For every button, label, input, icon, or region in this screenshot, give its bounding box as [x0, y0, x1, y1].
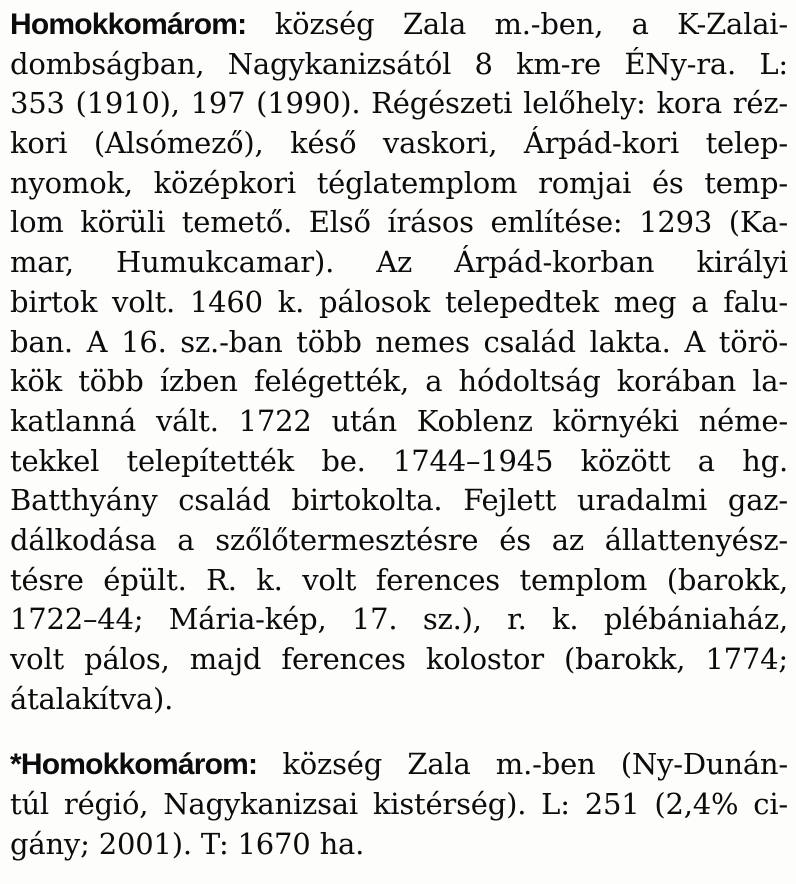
text-line: *Homokkomárom: község Zala m.-ben (Ny-Dunán-	[10, 747, 788, 782]
text-line: gány; 2001). T: 1670 ha.	[10, 826, 365, 861]
entry-headword: Homokkomárom:	[10, 8, 247, 41]
text-line: átalakítva).	[10, 681, 174, 716]
entries-container	[10, 5, 788, 864]
text-line: tekkel telepítették be. 1744–1945 között a hg.	[10, 443, 788, 478]
text-line: lom körüli temető. Első írásos említése: 1293 (Ka-	[10, 205, 788, 240]
text-line: volt pálos, majd ferences kolostor (barokk, 1774;	[10, 642, 788, 676]
text-line: Homokkomárom: község Zala m.-ben, a K-Zalai-	[10, 7, 788, 41]
text-line: birtok volt. 1460 k. pálosok telepedtek meg a falu-	[10, 284, 788, 319]
text-line: túl régió, Nagykanizsai kistérség). L: 251 (2,4% ci-	[10, 787, 788, 822]
text-line: nyomok, középkori téglatemplom romjai és temp-	[10, 165, 788, 200]
lexicon-entry	[10, 745, 788, 864]
text-line: dombságban, Nagykanizsától 8 km-re ÉNy-ra. L:	[10, 46, 788, 81]
text-line: ban. A 16. sz.-ban több nemes család lakta. A törö-	[10, 324, 788, 359]
text-line: tésre épült. R. k. volt ferences templom (barokk,	[10, 562, 788, 597]
text-line: katlanná vált. 1722 után Koblenz környéki néme-	[10, 403, 788, 438]
text-line: kori (Alsómező), késő vaskori, Árpád-kori telep-	[10, 126, 788, 161]
text-line: 353 (1910), 197 (1990). Régészeti lelőhely: kora réz-	[10, 86, 788, 121]
text-line: 1722–44; Mária-kép, 17. sz.), r. k. plébániaház,	[10, 602, 788, 637]
lexicon-entry	[10, 5, 788, 719]
text-line: Batthyány család birtokolta. Fejlett uradalmi gaz-	[10, 483, 788, 518]
entry-headword: *Homokkomárom:	[10, 748, 258, 782]
text-line: mar, Humukcamar). Az Árpád-korban királyi	[10, 245, 788, 280]
text-line: dálkodása a szőlőtermesztésre és az állattenyész-	[10, 522, 788, 557]
text-line: kök több ízben felégették, a hódoltság korában la-	[10, 364, 788, 399]
